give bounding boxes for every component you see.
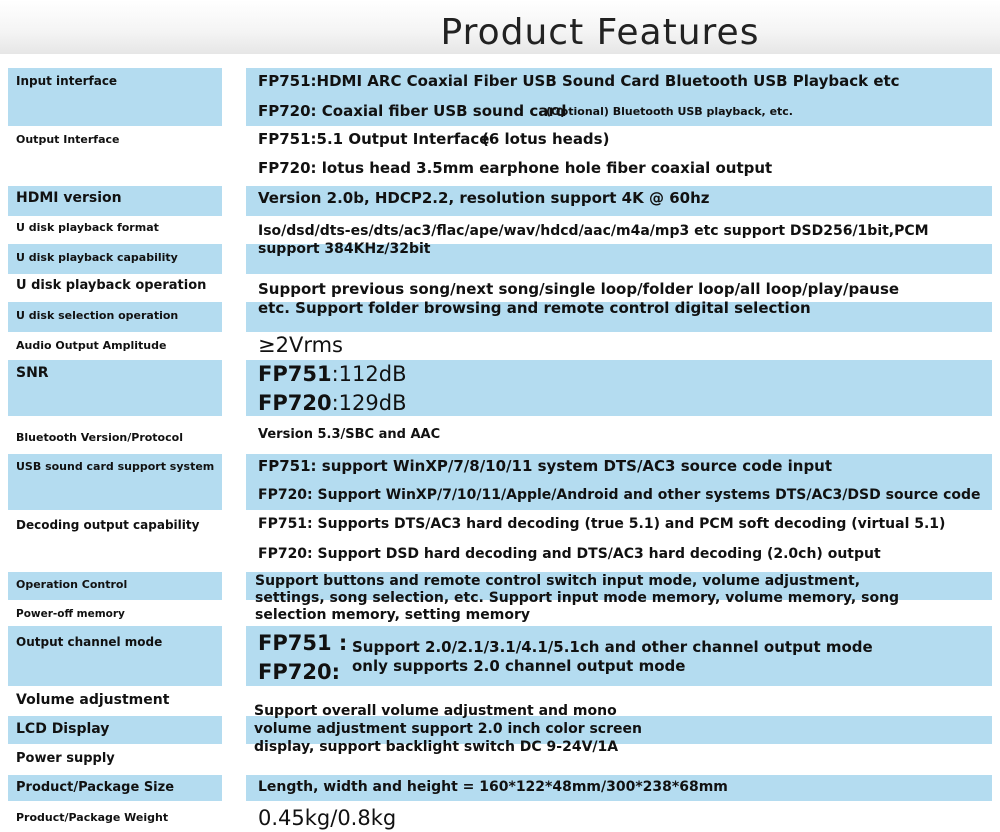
- label-product-size: Product/Package Size: [16, 780, 175, 795]
- value-band: [246, 626, 992, 686]
- snr-model-fp720: FP720: [258, 391, 332, 415]
- label-u-disk-playback-capability: U disk playback capability: [16, 251, 178, 264]
- label-hdmi-version: HDMI version: [16, 190, 122, 206]
- label-u-disk-selection-operation: U disk selection operation: [16, 309, 179, 322]
- label-volume-adjustment: Volume adjustment: [16, 692, 170, 708]
- value-u-disk-operation-line2: etc. Support folder browsing and remote control digital selection: [258, 299, 811, 317]
- label-u-disk-playback-operation: U disk playback operation: [16, 278, 207, 293]
- label-u-disk-playback-format: U disk playback format: [16, 221, 159, 234]
- value-volume-line2: volume adjustment support 2.0 inch color screen: [254, 721, 642, 737]
- value-product-size: Length, width and height = 160*122*48mm/300*238*68mm: [258, 779, 728, 795]
- label-lcd-display: LCD Display: [16, 721, 110, 737]
- value-input-interface-note: (Optional) Bluetooth USB playback, etc.: [546, 105, 793, 118]
- value-operation-line3: selection memory, setting memory: [255, 607, 530, 623]
- snr-value-fp720: :129dB: [331, 391, 407, 415]
- value-channel-model-fp720: FP720:: [258, 660, 340, 684]
- value-u-disk-operation-line1: Support previous song/next song/single loop/folder loop/all loop/play/pause: [258, 280, 900, 298]
- value-u-disk-format-line2: support 384KHz/32bit: [258, 241, 431, 257]
- value-volume-line1: Support overall volume adjustment and mono: [254, 703, 617, 719]
- label-input-interface: Input interface: [16, 74, 118, 88]
- snr-value-fp751: :112dB: [331, 362, 407, 386]
- value-volume-line3: display, support backlight switch DC 9-24V/1A: [254, 739, 619, 755]
- label-usb-sound-card: USB sound card support system: [16, 460, 215, 473]
- value-snr-fp720: [258, 391, 406, 415]
- value-bluetooth: Version 5.3/SBC and AAC: [258, 427, 441, 442]
- label-output-channel-mode: Output channel mode: [16, 635, 163, 649]
- label-output-interface: Output Interface: [16, 133, 120, 146]
- value-operation-line2: settings, song selection, etc. Support input mode memory, volume memory, song: [255, 590, 900, 606]
- value-hdmi-version: Version 2.0b, HDCP2.2, resolution support 4K @ 60hz: [258, 189, 710, 207]
- value-input-interface-line1: FP751:HDMI ARC Coaxial Fiber USB Sound Card Bluetooth USB Playback etc: [258, 72, 900, 90]
- label-snr: SNR: [16, 365, 49, 381]
- value-snr-fp751: [258, 362, 406, 386]
- value-usb-line1: FP751: support WinXP/7/8/10/11 system DTS/AC3 source code input: [258, 457, 833, 475]
- value-output-interface-note: (6 lotus heads): [482, 130, 610, 148]
- label-bluetooth: Bluetooth Version/Protocol: [16, 431, 183, 444]
- value-output-interface-line2: FP720: lotus head 3.5mm earphone hole fiber coaxial output: [258, 159, 773, 177]
- page-title: Product Features: [440, 12, 760, 53]
- label-decoding-output: Decoding output capability: [16, 518, 200, 532]
- snr-model-fp751: FP751: [258, 362, 332, 386]
- label-product-weight: Product/Package Weight: [16, 811, 169, 824]
- value-product-weight: 0.45kg/0.8kg: [258, 806, 397, 830]
- value-channel-model-fp751: FP751 :: [258, 631, 348, 655]
- value-input-interface-line2: FP720: Coaxial fiber USB sound card: [258, 102, 567, 120]
- value-usb-line2: FP720: Support WinXP/7/10/11/Apple/Android and other systems DTS/AC3/DSD source code: [258, 487, 981, 503]
- value-operation-line1: Support buttons and remote control switch input mode, volume adjustment,: [255, 573, 861, 589]
- value-decoding-line1: FP751: Supports DTS/AC3 hard decoding (true 5.1) and PCM soft decoding (virtual 5.1): [258, 516, 946, 532]
- value-output-interface-line1: FP751:5.1 Output Interface: [258, 130, 490, 148]
- label-power-supply: Power supply: [16, 751, 115, 766]
- value-audio-output-amplitude: ≥2Vrms: [258, 333, 343, 357]
- value-u-disk-format-line1: Iso/dsd/dts-es/dts/ac3/flac/ape/wav/hdcd/aac/m4a/mp3 etc support DSD256/1bit,PCM: [258, 223, 929, 239]
- value-decoding-line2: FP720: Support DSD hard decoding and DTS/AC3 hard decoding (2.0ch) output: [258, 546, 881, 562]
- label-operation-control: Operation Control: [16, 578, 128, 591]
- value-channel-line1: Support 2.0/2.1/3.1/4.1/5.1ch and other channel output mode: [352, 638, 873, 656]
- label-audio-output-amplitude: Audio Output Amplitude: [16, 339, 167, 352]
- label-power-off-memory: Power-off memory: [16, 608, 125, 620]
- value-channel-line2: only supports 2.0 channel output mode: [352, 657, 686, 675]
